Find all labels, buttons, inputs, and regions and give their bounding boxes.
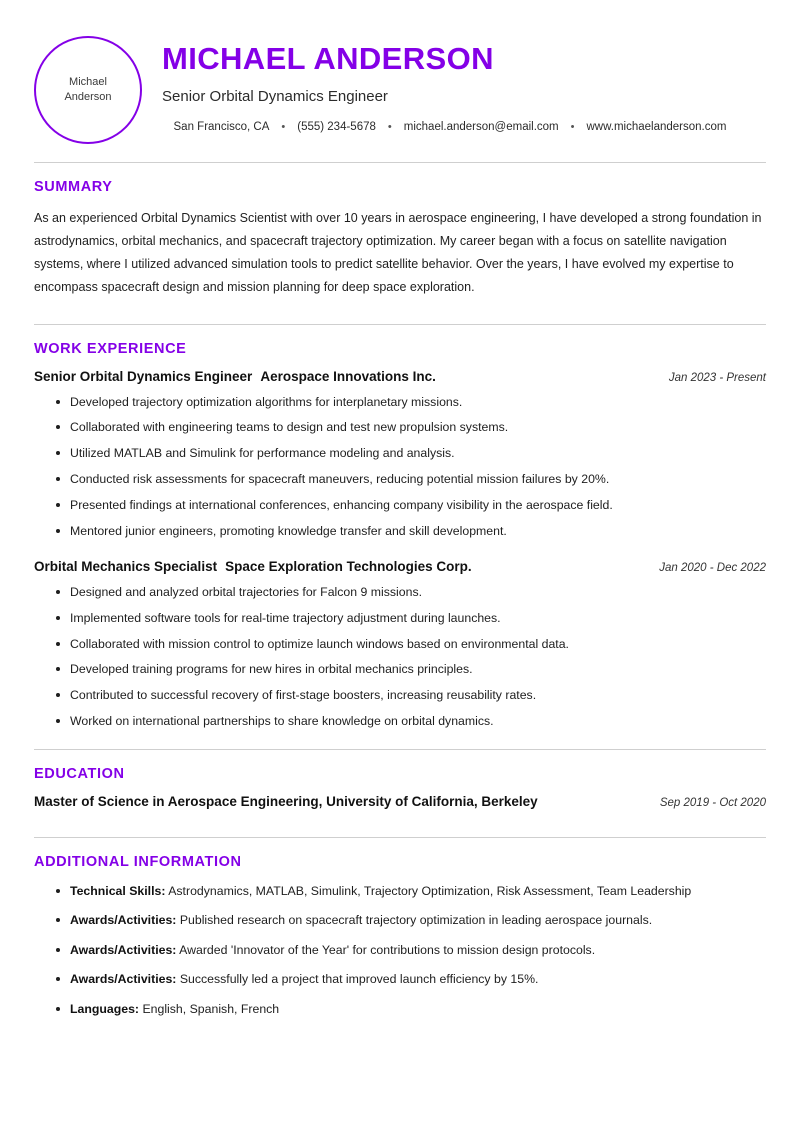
contact-website[interactable]: www.michaelanderson.com: [586, 121, 727, 134]
contact-email[interactable]: michael.anderson@email.com: [403, 121, 559, 134]
list-item: Conducted risk assessments for spacecraft maneuvers, reducing potential mission failures by 20%.: [56, 470, 766, 488]
additional-label: Awards/Activities:: [70, 913, 177, 928]
additional-value: Published research on spacecraft trajectory optimization in leading aerospace journals.: [179, 913, 653, 928]
section-work-experience: [34, 325, 766, 731]
list-item: Presented findings at international conferences, enhancing company visibility in the aerospace field.: [56, 496, 766, 514]
list-item: Worked on international partnerships to share knowledge on orbital dynamics.: [56, 712, 766, 730]
section-title-work-experience: WORK EXPERIENCE: [34, 340, 187, 357]
job-company: Aerospace Innovations Inc.: [260, 368, 436, 384]
header-main: [142, 34, 766, 133]
education-degree: Master of Science in Aerospace Engineering, University of California, Berkeley: [34, 793, 538, 809]
list-item: Designed and analyzed orbital trajectories for Falcon 9 missions.: [56, 583, 766, 601]
section-summary: [34, 163, 766, 306]
contact-phone: (555) 234-5678: [297, 121, 376, 134]
list-item: [56, 882, 766, 900]
list-item: Developed trajectory optimization algorithms for interplanetary missions.: [56, 393, 766, 411]
list-item: Utilized MATLAB and Simulink for performance modeling and analysis.: [56, 444, 766, 462]
list-item: Collaborated with engineering teams to design and test new propulsion systems.: [56, 418, 766, 436]
list-item: [56, 941, 766, 959]
list-item: [56, 1000, 766, 1018]
list-item: [56, 911, 766, 929]
contact-separator: •: [387, 121, 392, 134]
job-header: [34, 369, 766, 384]
job-bullets: [34, 583, 766, 731]
job-entry: [34, 369, 766, 541]
avatar-line-1: Michael: [69, 76, 107, 89]
job-dates: Jan 2023 - Present: [668, 371, 766, 384]
section-title-summary: SUMMARY: [34, 179, 113, 195]
additional-label: Technical Skills:: [70, 883, 166, 898]
list-item: Developed training programs for new hires in orbital mechanics principles.: [56, 660, 766, 678]
additional-list: [34, 882, 766, 1018]
job-entry: [34, 559, 766, 731]
list-item: Implemented software tools for real-time trajectory adjustment during launches.: [56, 609, 766, 627]
job-header: [34, 559, 766, 574]
list-item: Contributed to successful recovery of first-stage boosters, increasing reusability rates.: [56, 686, 766, 704]
resume-header: [34, 28, 766, 144]
additional-value: Astrodynamics, MATLAB, Simulink, Trajectory Optimization, Risk Assessment, Team Leadership: [168, 883, 692, 898]
avatar-line-2: Anderson: [64, 91, 112, 103]
list-item: [56, 970, 766, 988]
job-title: Senior Orbital Dynamics Engineer: [34, 368, 253, 384]
section-title-education: EDUCATION: [34, 765, 125, 782]
contact-separator: •: [570, 121, 575, 134]
contact-separator: •: [281, 121, 286, 134]
contact-location: San Francisco, CA: [173, 121, 270, 134]
additional-value: English, Spanish, French: [142, 1001, 280, 1016]
summary-text: As an experienced Orbital Dynamics Scientist with over 10 years in aerospace engineering, I have developed a strong foundation in astrodynamics, orbital mechanics, and spacecraft trajectory optimization. My career began with a focus on satellite navigation systems, where I utilized advanced simulation tools to predict satellite behavior. Over the years, I have evolved my expertise to encompass spacecraft design and mission planning for deep space exploration.: [34, 211, 762, 295]
additional-label: Awards/Activities:: [70, 972, 177, 987]
additional-value: Awarded 'Innovator of the Year' for contributions to mission design protocols.: [179, 942, 596, 957]
page-title: MICHAEL ANDERSON: [162, 41, 494, 76]
education-header: [34, 794, 766, 809]
avatar: [34, 36, 142, 144]
education-dates: Sep 2019 - Oct 2020: [659, 796, 766, 809]
job-title-wrap: [34, 559, 472, 574]
additional-label: Awards/Activities:: [70, 942, 177, 957]
section-title-additional-information: ADDITIONAL INFORMATION: [34, 853, 242, 870]
contact-row: [154, 121, 766, 133]
job-bullets: [34, 393, 766, 541]
education-entry: [34, 794, 766, 819]
list-item: Mentored junior engineers, promoting knowledge transfer and skill development.: [56, 522, 766, 540]
job-title: Orbital Mechanics Specialist: [34, 558, 218, 574]
additional-label: Languages:: [70, 1001, 140, 1016]
job-dates: Jan 2020 - Dec 2022: [659, 561, 766, 574]
list-item: Collaborated with mission control to optimize launch windows based on environmental data.: [56, 635, 766, 653]
additional-value: Successfully led a project that improved launch efficiency by 15%.: [179, 972, 539, 987]
section-education: [34, 750, 766, 819]
job-title-wrap: [34, 369, 436, 384]
job-company: Space Exploration Technologies Corp.: [225, 558, 472, 574]
section-additional-information: [34, 838, 766, 1018]
job-headline: Senior Orbital Dynamics Engineer: [162, 88, 388, 106]
